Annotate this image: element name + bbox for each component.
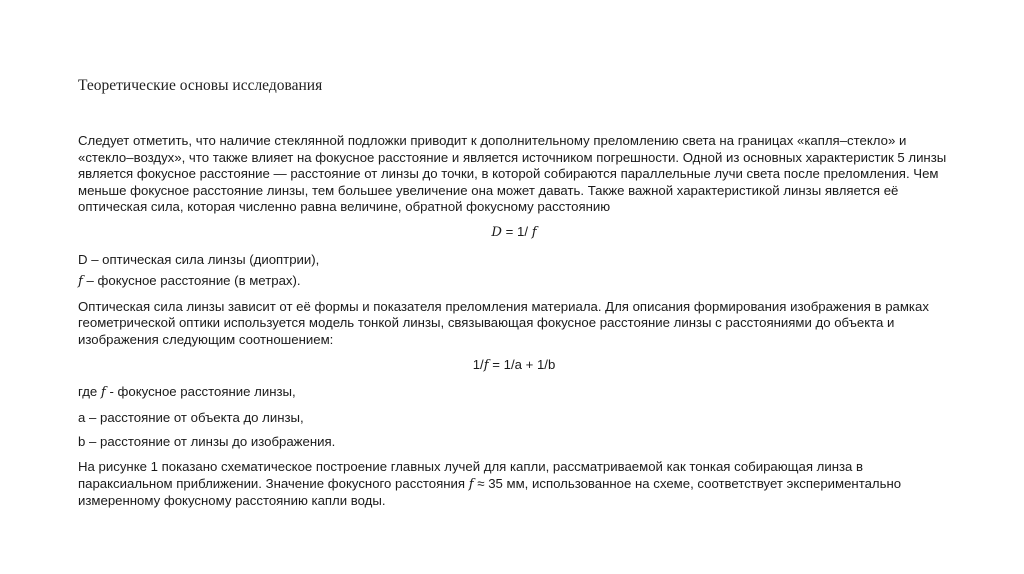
where-prefix: где (78, 384, 101, 400)
slide-body (78, 133, 950, 518)
symbol-f: f (468, 476, 474, 492)
definition-b: b – расстояние от линзы до изображения. (78, 434, 336, 450)
definition-f-text: – фокусное расстояние (в метрах). (82, 273, 301, 289)
paragraph-figure-description (78, 459, 950, 510)
formula-rhs: = 1/a + 1/b (488, 356, 556, 372)
where-f-text: - фокусное расстояние линзы, (105, 384, 296, 400)
formula-symbol-f: f (531, 224, 537, 240)
formula-symbol-f: f (483, 357, 489, 373)
symbol-f: f (100, 385, 106, 401)
paragraph-thin-lens: Оптическая сила линзы зависит от её формы и показателя преломления материала. Для описания формирования изображения в рамках геометрической оптики используется модель тонкой линзы, связывающая фокусное расстояние линзы с расстояниями до объекта и изображения следующим соотношением: (78, 298, 929, 347)
figure-text-post: ≈ 35 мм, использованное на схеме, соответствует экспериментально измеренному фокусному расстоянию капли воды. (78, 475, 902, 509)
slide-title: Теоретические основы исследования (78, 77, 323, 94)
formula-prefix: 1/ (472, 356, 484, 372)
definition-f (78, 273, 950, 291)
definition-where-f (78, 384, 950, 402)
formula-thin-lens (78, 357, 950, 375)
formula-operator: = 1/ (501, 223, 532, 239)
paragraph-glass-substrate: Следует отметить, что наличие стеклянной подложки приводит к дополнительному преломлению света на границах «капля–стекло» и «стекло–воздух», что также влияет на фокусное расстояние и является источником погрешности. Одной из основных характеристик 5 линзы является фокусное расстояние — расстояние от линзы до точки, в которой собираются параллельные лучи света после преломления. Чем меньше фокусное расстояние линзы, тем большее увеличение она может давать. Также важной характеристикой линзы является её оптическая сила, которая численно равна величине, обратной фокусному расстоянию (78, 133, 947, 215)
formula-optical-power (78, 224, 950, 242)
figure-text-pre: На рисунке 1 показано схематическое построение главных лучей для капли, рассматриваемой как тонкая собирающая линза в параксиальном приближении. Значение фокусного расстояния (78, 458, 864, 491)
formula-symbol-d: D (491, 224, 502, 240)
definition-a: a – расстояние от объекта до линзы, (78, 409, 304, 425)
symbol-f: f (78, 274, 83, 290)
definition-d: D – оптическая сила линзы (диоптрии), (78, 251, 320, 267)
